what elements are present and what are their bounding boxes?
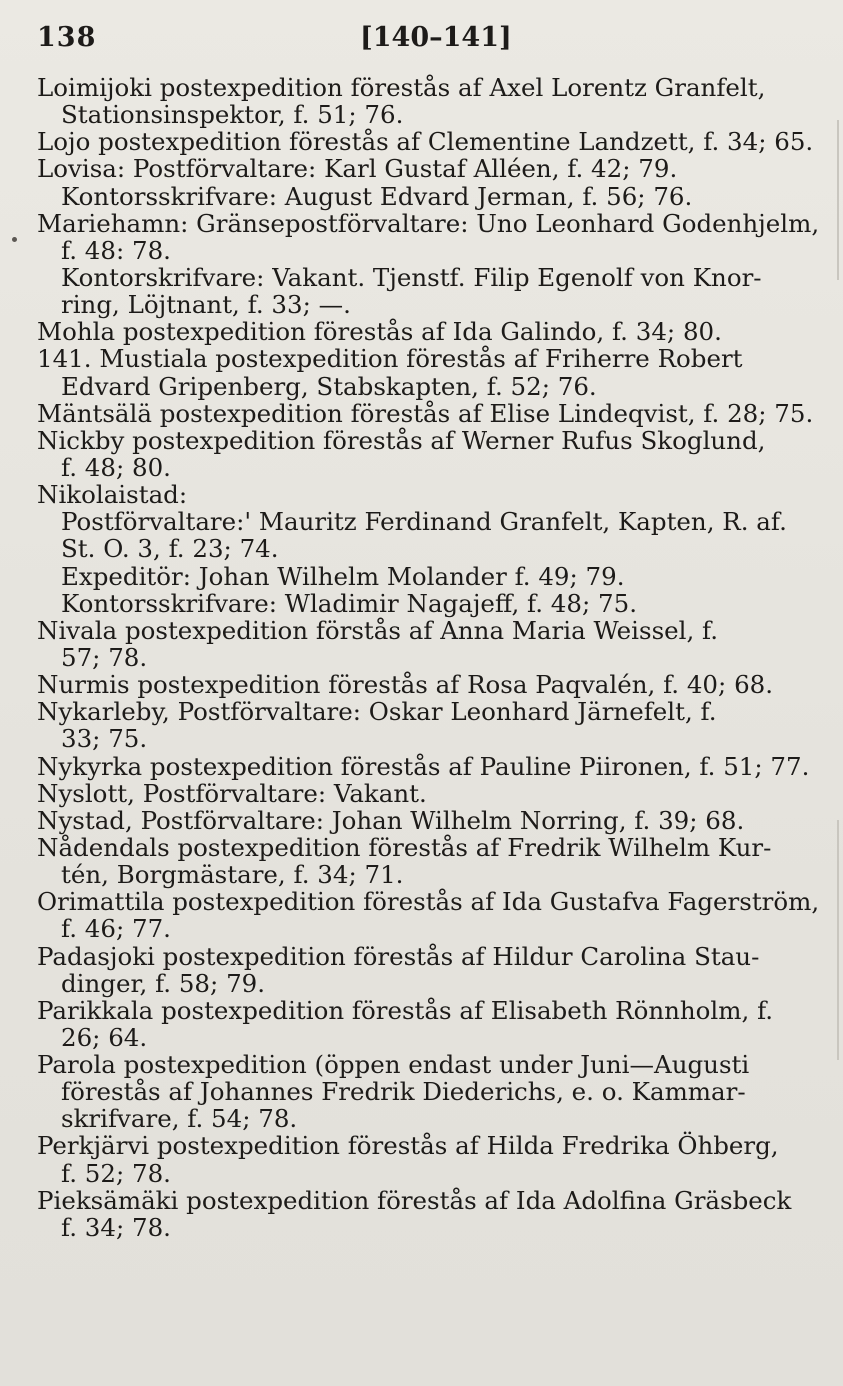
text-line: Parikkala postexpedition förestås af Elisabeth Rönnholm, f. — [37, 995, 774, 1025]
text-line: Nurmis postexpedition förestås af Rosa Paqvalén, f. 40; 68. — [37, 670, 774, 700]
text-line: Loimijoki postexpedition förestås af Axel Lorentz Granfelt, — [37, 73, 766, 102]
text-line: Kontorskrifvare: Vakant. Tjenstf. Filip Egenolf von Knor- — [61, 262, 762, 292]
text-line: Lojo postexpedition förestås af Clementine Landzett, f. 34; 65. — [37, 127, 814, 157]
text-line: Padasjoki postexpedition förestås af Hildur Carolina Stau- — [37, 941, 760, 971]
text-line: förestås af Johannes Fredrik Diederichs, e. o. Kammar- — [61, 1077, 746, 1107]
text-line: Mariehamn: Gränsepostförvaltare: Uno Leonhard Godenhjelm, — [37, 208, 820, 238]
entry-list — [37, 74, 827, 1241]
text-line: dinger, f. 58; 79. — [61, 968, 266, 998]
text-line: Expeditör: Johan Wilhelm Molander f. 49; 79. — [61, 561, 625, 591]
text-line: f. 48: 78. — [61, 235, 171, 265]
text-line: 57; 78. — [61, 642, 148, 672]
text-line: f. 52; 78. — [61, 1158, 171, 1188]
text-line: 26; 64. — [61, 1022, 148, 1052]
text-line: Postförvaltare:' Mauritz Ferdinand Granfelt, Kapten, R. af. — [61, 507, 787, 537]
text-line: Edvard Gripenberg, Stabskapten, f. 52; 76. — [61, 371, 597, 401]
text-line: Nådendals postexpedition förestås af Fredrik Wilhelm Kur- — [37, 832, 772, 862]
page-edge-shadow — [837, 820, 839, 1060]
text-line: Lovisa: Postförvaltare: Karl Gustaf Alléen, f. 42; 79. — [37, 154, 678, 184]
text-line: 141. Mustiala postexpedition förestås af Friherre Robert — [37, 344, 743, 374]
text-line: Perkjärvi postexpedition förestås af Hilda Fredrika Öhberg, — [37, 1131, 779, 1161]
page-range: [140–141] — [360, 22, 512, 53]
text-line: tén, Borgmästare, f. 34; 71. — [61, 860, 404, 890]
text-line: skrifvare, f. 54; 78. — [61, 1104, 298, 1134]
page-edge-shadow — [837, 120, 839, 280]
text-line: 33; 75. — [61, 724, 148, 754]
page-header — [0, 16, 843, 60]
text-line: St. O. 3, f. 23; 74. — [61, 534, 279, 564]
text-line: ring, Löjtnant, f. 33; —. — [61, 290, 351, 320]
text-line: Nyslott, Postförvaltare: Vakant. — [37, 778, 427, 808]
text-line: Pieksämäki postexpedition förestås af Ida Adolfina Gräsbeck — [37, 1185, 792, 1215]
text-line: Parola postexpedition (öppen endast under Juni—Augusti — [37, 1050, 750, 1080]
text-line: Nickby postexpedition förestås af Werner Rufus Skoglund, — [37, 425, 766, 455]
text-line: Nivala postexpedition förstås af Anna Maria Weissel, f. — [37, 615, 719, 645]
margin-mark — [12, 237, 17, 242]
text-line: Orimattila postexpedition förestås af Ida Gustafva Fagerström, — [37, 887, 820, 917]
text-line: Kontorsskrifvare: Wladimir Nagajeff, f. 48; 75. — [61, 588, 637, 618]
text-line: f. 46; 77. — [61, 914, 171, 944]
text-line: Nykyrka postexpedition förestås af Pauline Piironen, f. 51; 77. — [37, 751, 810, 781]
text-line: Nystad, Postförvaltare: Johan Wilhelm Norring, f. 39; 68. — [37, 805, 745, 835]
text-line: f. 48; 80. — [61, 452, 171, 482]
text-line: Nikolaistad: — [37, 480, 188, 510]
text-line: Mohla postexpedition förestås af Ida Galindo, f. 34; 80. — [37, 317, 722, 347]
page-number: 138 — [37, 22, 97, 53]
text-line: Nykarleby, Postförvaltare: Oskar Leonhard Järnefelt, f. — [37, 697, 717, 727]
text-line: Mäntsälä postexpedition förestås af Elise Lindeqvist, f. 28; 75. — [37, 398, 814, 428]
text-line: Stationsinspektor, f. 51; 76. — [61, 100, 404, 130]
text-line: Kontorsskrifvare: August Edvard Jerman, f. 56; 76. — [61, 181, 693, 211]
text-line: f. 34; 78. — [61, 1212, 171, 1242]
